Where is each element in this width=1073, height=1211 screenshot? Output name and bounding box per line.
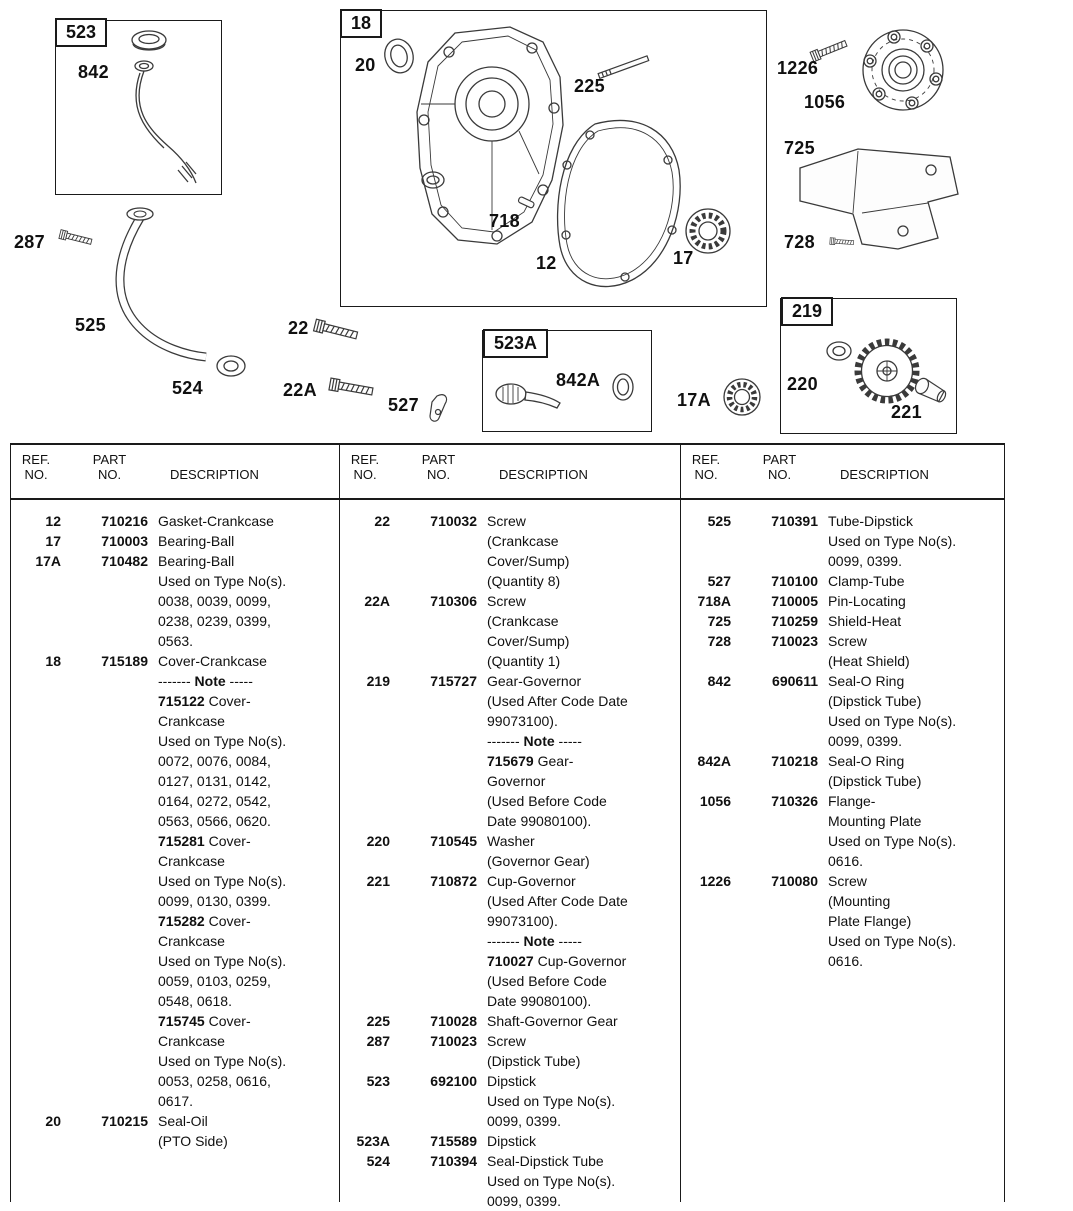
ref-header-line2: NO. xyxy=(24,467,48,482)
ref-header-line1: REF. xyxy=(350,452,380,467)
description-line: Tube-Dipstick xyxy=(828,513,914,529)
part-label-842a: 842A xyxy=(556,370,601,390)
ball-bearing-17a-illustration xyxy=(724,379,760,415)
part-no: 710482 xyxy=(101,553,148,569)
ref-header-line1: REF. xyxy=(691,452,721,467)
part-row xyxy=(681,511,1004,571)
part-label-225: 225 xyxy=(574,76,605,96)
detail-box-label-523a: 523A xyxy=(483,329,548,358)
description-line: 0127, 0131, 0142, xyxy=(158,773,271,789)
part-label-20: 20 xyxy=(355,55,376,75)
ref-no: 20 xyxy=(45,1113,61,1129)
description-line: 99073100). xyxy=(487,713,558,729)
part-no: 715727 xyxy=(430,673,477,689)
part-row xyxy=(340,1031,680,1071)
part-no: 710005 xyxy=(771,593,818,609)
description-line: Cup-Governor xyxy=(487,873,576,889)
description-line: (Quantity 1) xyxy=(487,653,561,669)
ref-no: 527 xyxy=(707,573,731,589)
ref-no: 524 xyxy=(366,1153,390,1169)
ref-no: 12 xyxy=(45,513,61,529)
description-line: Shield-Heat xyxy=(828,613,902,629)
part-no-header xyxy=(61,452,158,482)
description-line: Dipstick xyxy=(487,1073,537,1089)
ref-header-line2: NO. xyxy=(694,467,718,482)
description-line: Seal-Dipstick Tube xyxy=(487,1153,604,1169)
part-no: 710028 xyxy=(430,1013,477,1029)
description-line: Plate Flange) xyxy=(828,913,912,929)
ref-no-header xyxy=(681,452,731,482)
description-line: (Used Before Code xyxy=(487,793,607,809)
description-line: 715122 Cover- xyxy=(158,693,251,709)
part-description xyxy=(487,511,680,591)
part-label-17: 17 xyxy=(673,248,694,268)
description-line: Used on Type No(s). xyxy=(158,733,287,749)
description-line: Used on Type No(s). xyxy=(158,1053,287,1069)
description-line: 0099, 0399. xyxy=(487,1193,561,1209)
description-line: Seal-O Ring xyxy=(828,673,905,689)
part-no: 710218 xyxy=(771,753,818,769)
description-line: Gasket-Crankcase xyxy=(158,513,274,529)
description-line: (Mounting xyxy=(828,893,891,909)
part-label-527: 527 xyxy=(388,395,419,415)
part-label-524: 524 xyxy=(172,378,203,398)
part-no: 715189 xyxy=(101,653,148,669)
description-line: Cover/Sump) xyxy=(487,553,570,569)
part-no: 710003 xyxy=(101,533,148,549)
part-description xyxy=(487,1031,680,1071)
description-line: Bearing-Ball xyxy=(158,533,235,549)
ref-no: 523A xyxy=(356,1133,390,1149)
ref-no: 525 xyxy=(707,513,731,529)
part-row xyxy=(11,651,339,1111)
part-row xyxy=(340,871,680,1011)
part-row xyxy=(681,791,1004,871)
description-line: ------- Note ----- xyxy=(487,733,582,749)
tube-clamp-illustration xyxy=(430,395,447,421)
description-line: Used on Type No(s). xyxy=(487,1093,616,1109)
cover-screw-illustration xyxy=(314,319,359,341)
parts-table xyxy=(10,443,1005,1209)
description-header: DESCRIPTION xyxy=(840,467,929,482)
part-header-line1: PART xyxy=(762,452,797,467)
part-no: 690611 xyxy=(772,673,818,689)
description-line: Dipstick xyxy=(487,1133,537,1149)
description-line: Used on Type No(s). xyxy=(158,873,287,889)
part-no: 710306 xyxy=(430,593,477,609)
part-row xyxy=(681,671,1004,751)
part-description xyxy=(828,611,1004,631)
parts-column-3 xyxy=(681,445,1004,1202)
part-description xyxy=(158,531,339,551)
description-line: (Heat Shield) xyxy=(828,653,910,669)
ref-no: 725 xyxy=(707,613,731,629)
ref-no: 718A xyxy=(697,593,731,609)
part-no: 710394 xyxy=(430,1153,477,1169)
description-line: 0238, 0239, 0399, xyxy=(158,613,271,629)
description-line: Used on Type No(s). xyxy=(828,833,957,849)
part-description xyxy=(828,671,1004,751)
description-line: Screw xyxy=(828,633,867,649)
part-no: 710023 xyxy=(771,633,818,649)
part-no: 710080 xyxy=(771,873,818,889)
description-line: Seal-Oil xyxy=(158,1113,208,1129)
part-label-718: 718 xyxy=(489,211,520,231)
part-no: 710216 xyxy=(101,513,148,529)
part-description xyxy=(158,651,339,1111)
description-line: 0038, 0039, 0099, xyxy=(158,593,271,609)
part-description xyxy=(487,1011,680,1031)
part-row xyxy=(681,751,1004,791)
dipstick-tube-illustration xyxy=(120,208,206,357)
description-header: DESCRIPTION xyxy=(499,467,588,482)
table-header-row xyxy=(340,445,680,500)
description-line: 0164, 0272, 0542, xyxy=(158,793,271,809)
part-row xyxy=(681,871,1004,971)
ref-no: 220 xyxy=(366,833,390,849)
description-line: Date 99080100). xyxy=(487,993,592,1009)
part-description xyxy=(487,831,680,871)
part-label-1056: 1056 xyxy=(804,92,846,112)
description-line: Flange- xyxy=(828,793,876,809)
cover-screw-22a-illustration xyxy=(329,378,373,397)
description-line: Bearing-Ball xyxy=(158,553,235,569)
description-line: Crankcase xyxy=(158,713,225,729)
part-description xyxy=(487,671,680,831)
description-line: ------- Note ----- xyxy=(158,673,253,689)
parts-column-1 xyxy=(11,445,340,1202)
part-no: 715589 xyxy=(430,1133,477,1149)
part-description xyxy=(487,1131,680,1151)
part-description xyxy=(828,571,1004,591)
description-line: 0099, 0399. xyxy=(828,553,902,569)
part-description xyxy=(158,1111,339,1151)
part-label-220: 220 xyxy=(787,374,818,394)
ref-no: 842 xyxy=(707,673,731,689)
part-description xyxy=(158,551,339,651)
description-line: Used on Type No(s). xyxy=(828,533,957,549)
ref-no: 219 xyxy=(366,673,390,689)
part-description xyxy=(828,591,1004,611)
part-row xyxy=(340,1011,680,1031)
description-header: DESCRIPTION xyxy=(170,467,259,482)
ref-no: 842A xyxy=(697,753,731,769)
ref-no: 17A xyxy=(35,553,61,569)
description-line: 0548, 0618. xyxy=(158,993,232,1009)
part-label-725: 725 xyxy=(784,138,815,158)
description-line: Cover/Sump) xyxy=(487,633,570,649)
ref-no: 17 xyxy=(45,533,61,549)
part-row xyxy=(11,551,339,651)
part-no-header xyxy=(731,452,828,482)
mounting-plate-flange-illustration xyxy=(863,30,943,110)
part-no: 710391 xyxy=(771,513,818,529)
ref-no: 22 xyxy=(374,513,390,529)
part-row xyxy=(681,591,1004,611)
part-no: 710259 xyxy=(771,613,818,629)
ref-no: 728 xyxy=(707,633,731,649)
part-label-842: 842 xyxy=(78,62,109,82)
ref-no: 18 xyxy=(45,653,61,669)
description-line: 0617. xyxy=(158,1093,194,1109)
ref-no: 22A xyxy=(364,593,390,609)
part-label-17a: 17A xyxy=(677,390,711,410)
part-label-287: 287 xyxy=(14,232,45,252)
parts-column-2 xyxy=(340,445,681,1209)
ref-no: 225 xyxy=(366,1013,390,1029)
part-description xyxy=(828,871,1004,971)
part-row xyxy=(340,831,680,871)
detail-box-label-18: 18 xyxy=(340,9,382,38)
part-no: 710100 xyxy=(771,573,818,589)
part-no: 710872 xyxy=(430,873,477,889)
description-line: 0099, 0130, 0399. xyxy=(158,893,271,909)
ref-no: 523 xyxy=(366,1073,390,1089)
part-description xyxy=(487,1071,680,1131)
ref-no: 221 xyxy=(366,873,390,889)
description-line: (Quantity 8) xyxy=(487,573,561,589)
part-no: 710023 xyxy=(430,1033,477,1049)
part-row xyxy=(11,531,339,551)
description-line: 0072, 0076, 0084, xyxy=(158,753,271,769)
description-line: Screw xyxy=(487,1033,526,1049)
part-description xyxy=(158,511,339,531)
description-line: Used on Type No(s). xyxy=(828,933,957,949)
part-description xyxy=(487,1151,680,1211)
description-line: Crankcase xyxy=(158,1033,225,1049)
table-header-row xyxy=(681,445,1004,500)
description-line: Screw xyxy=(828,873,867,889)
part-header-line2: NO. xyxy=(426,467,451,482)
description-line: 0053, 0258, 0616, xyxy=(158,1073,271,1089)
part-no-header xyxy=(390,452,487,482)
ref-header-line2: NO. xyxy=(353,467,377,482)
part-no: 710545 xyxy=(430,833,477,849)
part-header-line1: PART xyxy=(421,452,456,467)
description-line: Washer xyxy=(487,833,535,849)
description-line: Seal-O Ring xyxy=(828,753,905,769)
part-no: 710326 xyxy=(771,793,818,809)
description-line: (Dipstick Tube) xyxy=(487,1053,581,1069)
description-line: ------- Note ----- xyxy=(487,933,582,949)
ref-no: 1226 xyxy=(699,873,731,889)
part-label-12: 12 xyxy=(536,253,557,273)
description-line: 0099, 0399. xyxy=(487,1113,561,1129)
part-row xyxy=(340,511,680,591)
description-line: (PTO Side) xyxy=(158,1133,228,1149)
description-line: Crankcase xyxy=(158,853,225,869)
description-line: Shaft-Governor Gear xyxy=(487,1013,618,1029)
part-row xyxy=(340,1151,680,1211)
dipstick-tube-screw-illustration xyxy=(59,230,92,247)
description-line: 715679 Gear- xyxy=(487,753,574,769)
parts-rows-column-3 xyxy=(681,500,1004,971)
part-row xyxy=(681,631,1004,671)
part-no: 710032 xyxy=(430,513,477,529)
description-line: Used on Type No(s). xyxy=(158,573,287,589)
description-line: Screw xyxy=(487,593,526,609)
part-description xyxy=(487,591,680,671)
description-line: 0563, 0566, 0620. xyxy=(158,813,271,829)
part-description xyxy=(828,511,1004,571)
ref-no-header xyxy=(340,452,390,482)
description-line: Used on Type No(s). xyxy=(487,1173,616,1189)
description-line: (Crankcase xyxy=(487,533,559,549)
description-line: 715282 Cover- xyxy=(158,913,251,929)
part-label-1226: 1226 xyxy=(777,58,819,78)
part-header-line2: NO. xyxy=(767,467,792,482)
description-line: (Governor Gear) xyxy=(487,853,590,869)
part-row xyxy=(681,571,1004,591)
description-line: 715281 Cover- xyxy=(158,833,251,849)
part-row xyxy=(11,511,339,531)
part-header-line1: PART xyxy=(92,452,127,467)
description-line: Gear-Governor xyxy=(487,673,582,689)
description-line: (Used After Code Date xyxy=(487,693,628,709)
part-label-728: 728 xyxy=(784,232,815,252)
part-no: 692100 xyxy=(430,1073,477,1089)
description-line: (Dipstick Tube) xyxy=(828,693,922,709)
part-label-22: 22 xyxy=(288,318,309,338)
description-line: 710027 Cup-Governor xyxy=(487,953,627,969)
description-line: (Used Before Code xyxy=(487,973,607,989)
part-label-525: 525 xyxy=(75,315,106,335)
tube-seal-illustration xyxy=(217,356,245,376)
part-row xyxy=(340,1131,680,1151)
description-line: Cover-Crankcase xyxy=(158,653,267,669)
table-header-row xyxy=(11,445,339,500)
heat-shield-illustration xyxy=(800,149,958,249)
ref-no: 287 xyxy=(366,1033,390,1049)
part-label-22a: 22A xyxy=(283,380,317,400)
part-label-221: 221 xyxy=(891,402,922,422)
part-row xyxy=(340,671,680,831)
description-line: Used on Type No(s). xyxy=(158,953,287,969)
part-no: 710215 xyxy=(101,1113,148,1129)
description-line: (Used After Code Date xyxy=(487,893,628,909)
parts-rows-column-2 xyxy=(340,500,680,1211)
description-line: Pin-Locating xyxy=(828,593,906,609)
description-line: 99073100). xyxy=(487,913,558,929)
part-header-line2: NO. xyxy=(97,467,122,482)
description-line: 0616. xyxy=(828,853,864,869)
part-description xyxy=(828,631,1004,671)
description-line: 0616. xyxy=(828,953,864,969)
description-line: Date 99080100). xyxy=(487,813,592,829)
part-row xyxy=(340,1071,680,1131)
parts-rows-column-1 xyxy=(11,500,339,1151)
description-line: Screw xyxy=(487,513,526,529)
description-line: 0099, 0399. xyxy=(828,733,902,749)
part-description xyxy=(487,871,680,1011)
ref-no-header xyxy=(11,452,61,482)
description-line: (Dipstick Tube) xyxy=(828,773,922,789)
description-line: 0059, 0103, 0259, xyxy=(158,973,271,989)
heat-shield-screw-illustration xyxy=(830,238,854,246)
part-row xyxy=(11,1111,339,1151)
description-line: Clamp-Tube xyxy=(828,573,905,589)
description-line: Mounting Plate xyxy=(828,813,922,829)
part-row xyxy=(340,591,680,671)
description-line: 715745 Cover- xyxy=(158,1013,251,1029)
part-row xyxy=(681,611,1004,631)
detail-box-label-523: 523 xyxy=(55,18,107,47)
part-description xyxy=(828,791,1004,871)
detail-box-label-219: 219 xyxy=(781,297,833,326)
part-description xyxy=(828,751,1004,791)
description-line: Used on Type No(s). xyxy=(828,713,957,729)
description-line: Governor xyxy=(487,773,546,789)
description-line: Crankcase xyxy=(158,933,225,949)
ref-no: 1056 xyxy=(699,793,731,809)
ref-header-line1: REF. xyxy=(21,452,51,467)
description-line: (Crankcase xyxy=(487,613,559,629)
description-line: 0563. xyxy=(158,633,194,649)
